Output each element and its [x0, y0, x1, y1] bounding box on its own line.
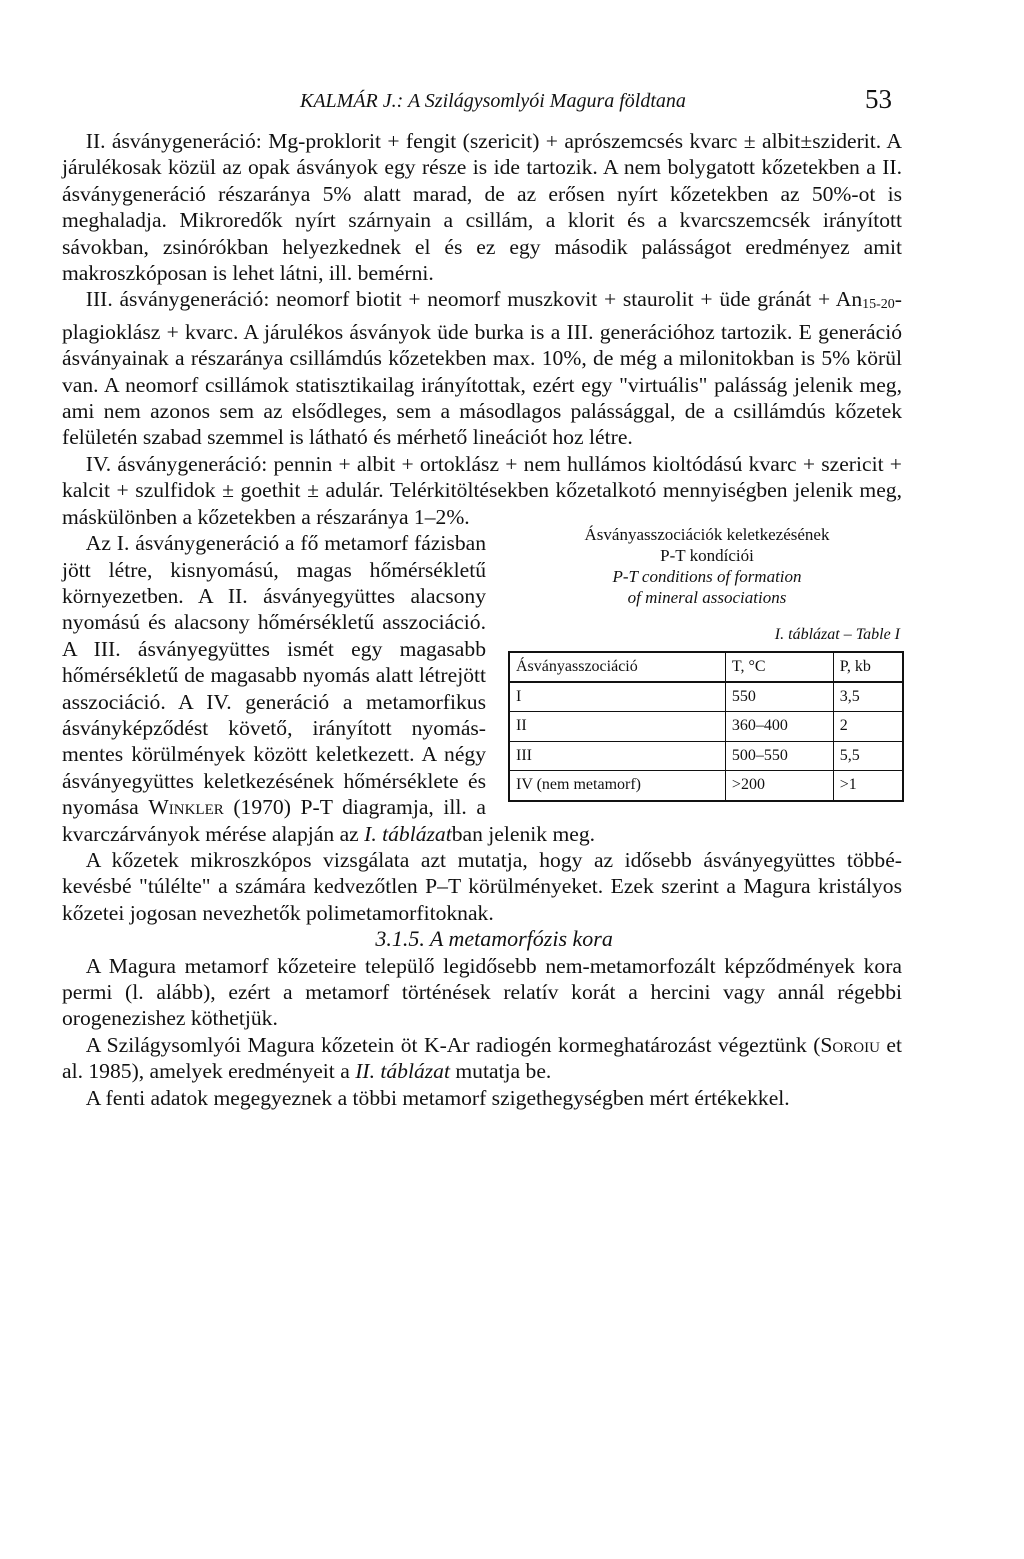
table-row: [509, 712, 903, 741]
table-row: [509, 771, 903, 801]
k-ar-text-b: et al. 1985), amelyek eredményeit a: [62, 1032, 902, 1084]
author-winkler: Winkler: [148, 795, 224, 820]
running-head: KALMÁR J.: A Szilágysomlyói Magura földtana: [300, 90, 686, 112]
caption-hu-line-1: Ásványasszociációk keletkezésének: [584, 525, 830, 545]
paragraph-k-ar: [62, 1032, 902, 1085]
table-cell: IV (nem metamorf): [509, 771, 725, 801]
k-ar-text-a: A Szilágysomlyói Magura kőzetein öt K-Ar radiogén kormeghatározást végeztünk (: [85, 1032, 821, 1057]
section-title: 3.1.5. A metamorfózis kora: [375, 926, 613, 952]
page-body: [62, 128, 902, 1111]
table-row: [509, 741, 903, 770]
paragraph-generation-4: IV. ásványgeneráció: pennin + albit + ortoklász + nem hullámos kioltódású kvarc + szericit + kalcit + szulfidok ± goethit ± adulár. Telérkitöltésekben kőzetalkotó mennyiségben jelenik meg, máskülönben a kőzetekben a részaránya 1–2%.: [62, 451, 902, 529]
paragraph-age: A Magura metamorf kőzeteire települő legidősebb nem-metamorfozált képződmények kora permi (l. alább), ezért a metamorf történések relatív korát a hercini vagy annál régebbi orogenezishez köthetjük.: [62, 953, 902, 1031]
table-cell: >200: [725, 771, 833, 801]
paragraph-microscopy: A kőzetek mikroszkópos vizsgálata azt mutatja, hogy az idősebb ásványegyüttes többé-kevésbé "túlélte" a számára kedvezőtlen P–T körülményeket. Ezek szerint a Magura kristályos kőzetei jogosan nevezhetők polimetamorfitoknak.: [62, 847, 902, 925]
summary-text-b: (1970) P-T diagramja, ill. a kvarczárványok mérése alapján az: [62, 795, 486, 846]
table-2-reference: II. táblázat: [355, 1059, 450, 1084]
table-cell: III: [509, 741, 725, 770]
summary-text-c: ban jelenik meg.: [451, 821, 596, 846]
table-cell: >1: [833, 771, 903, 801]
table-header-row: [509, 652, 903, 682]
k-ar-text-c: mutatja be.: [449, 1059, 552, 1084]
caption-en-line-2: of mineral associations: [627, 588, 787, 608]
table-cell: 2: [833, 712, 903, 741]
caption-hu-line-2: P-T kondíciói: [660, 546, 754, 566]
paragraph-generation-3: [62, 286, 902, 450]
table-cell: I: [509, 682, 725, 712]
summary-text-a: Az I. ásványgeneráció a fő metamorf fázisban jött létre, kisnyomású, magas hőmérsékletű környezetben. A II. ásványegyüttes alacsony nyomású és alacsony hőmérsékletű asszociáció. A III. ásványegyüttes ismét egy magasabb hőmérsékletű de magasabb nyomás alatt létrejött asszociáció. A IV. generáció a metamorfikus ásványképződést követő, irányított nyomás-mentes körülmények között keletkezett. A négy ásványegyüttes keletkezésének hőmérséklete és nyomása: [62, 531, 486, 820]
table-cell: 500–550: [725, 741, 833, 770]
mineral-association-table: [508, 651, 904, 802]
gen3-subscript: 15-20: [862, 297, 895, 313]
paragraph-generation-2: II. ásványgeneráció: Mg-proklorit + fengit (szericit) + aprószemcsés kvarc ± albit±sziderit. A járulékosak közül az opak ásványok egy része is ide tartozik. A nem bolygatott kőzetekben a II. ásványgeneráció részaránya 5% alatt marad, de az erősen nyírt kőzetekben az 50%-ot is meghaladja. Mikroredők nyírt szárnyain a csillám, a klorit és a kvarcszemcsék irányított sávokban, zsinórókban helyezkednek el és ez egy második palásságot eredményez amit makroszkóposan is lehet látni, ill. bemérni.: [62, 129, 902, 286]
paragraph-final: A fenti adatok megegyeznek a többi metamorf szigethegységben mért értékekkel.: [85, 1085, 790, 1110]
caption-en-line-1: P-T conditions of formation: [612, 567, 802, 587]
table-cell: 550: [725, 682, 833, 712]
table-row: [509, 682, 903, 712]
table-cell: 5,5: [833, 741, 903, 770]
gen3-text-b: -plagioklász + kvarc. A járulékos ásványok üde burka is a III. generációhoz tartozik. E generáció ásványainak a részaránya csillámdús kőzetekben max. 10%, de még a milonitokban is 5% körül van. A neomorf csillámok statisztikailag irányítottak, ezért egy "virtuális" palásság jelenik meg, ami nem azonos sem az elsődleges, sem a másodlagos palássággal, de a csillámdús kőzetek felületén szabad szemmel is látható és mérhető lineációt hoz létre.: [62, 287, 902, 450]
table-header-cell: T, °C: [725, 652, 833, 682]
table-cell: 3,5: [833, 682, 903, 712]
table-cell: 360–400: [725, 712, 833, 741]
table-header-cell: P, kb: [833, 652, 903, 682]
table-1-reference: I. táblázat: [364, 821, 452, 846]
table-1-label: I. táblázat – Table I: [774, 626, 900, 644]
table-1-caption: [508, 524, 906, 608]
page-number: 53: [865, 84, 892, 114]
table-header-cell: Ásványasszociáció: [509, 652, 725, 682]
table-1-block: [508, 524, 906, 801]
table-cell: II: [509, 712, 725, 741]
author-soroiu: Soroiu: [820, 1032, 880, 1057]
gen3-text-a: III. ásványgeneráció: neomorf biotit + neomorf muszkovit + staurolit + üde gránát + An: [85, 287, 863, 312]
